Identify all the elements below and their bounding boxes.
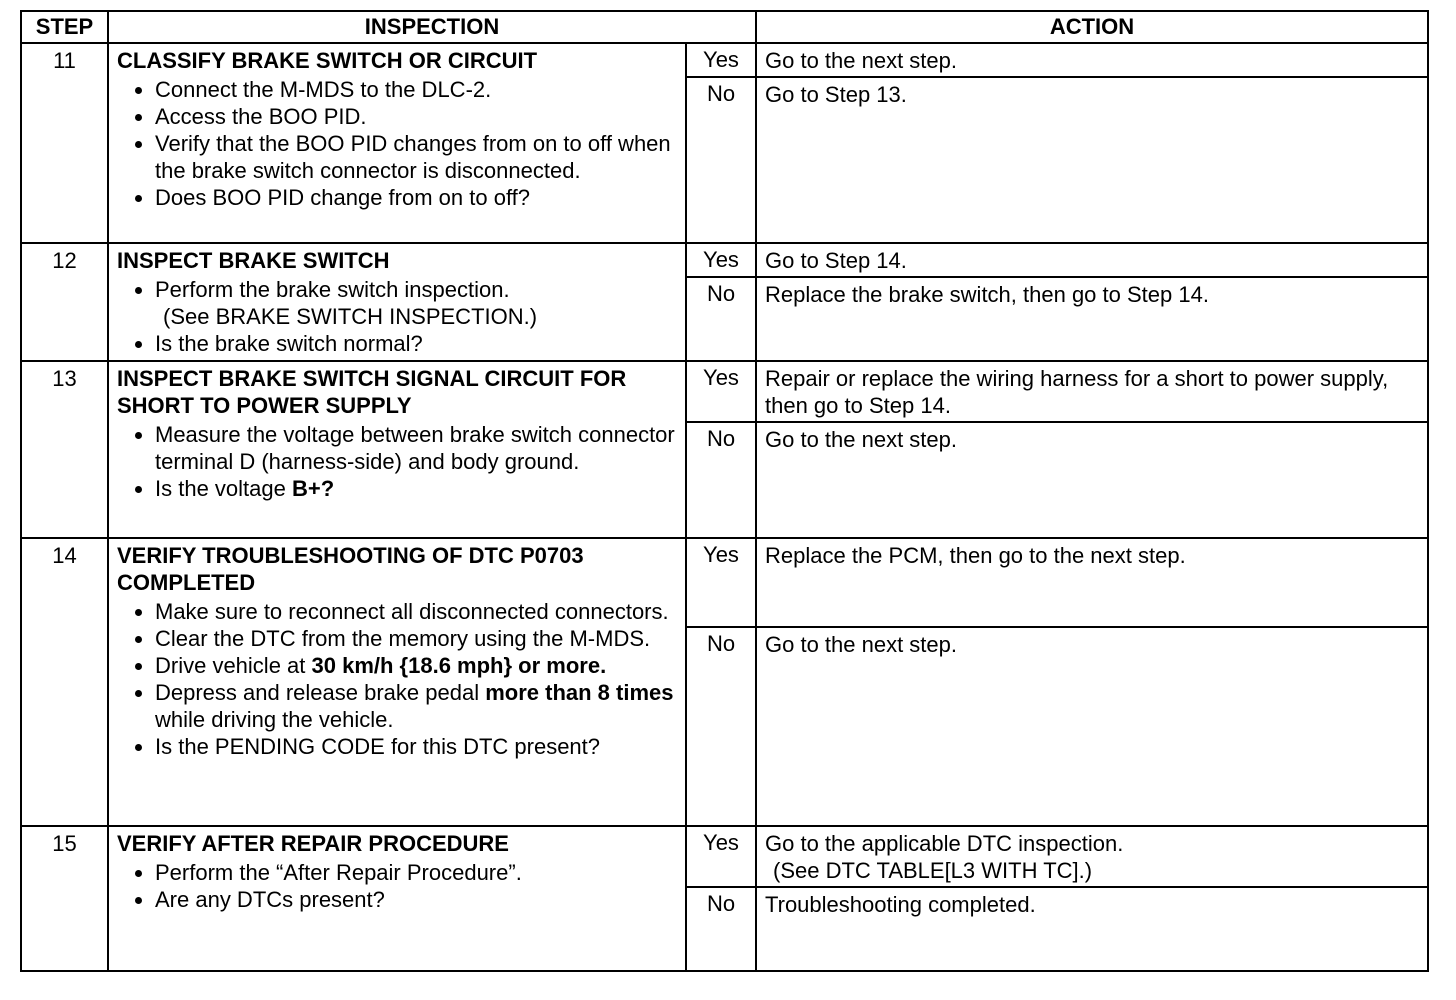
- step-row-yes: [21, 243, 1428, 277]
- inspection-list: [117, 276, 679, 357]
- inspection-cell: [108, 538, 686, 826]
- inspection-list: [117, 859, 679, 913]
- yes-label: Yes: [686, 826, 756, 887]
- yes-label: Yes: [686, 361, 756, 422]
- reference-note: (See BRAKE SWITCH INSPECTION.): [163, 304, 538, 329]
- no-action: Go to Step 13.: [756, 77, 1428, 243]
- yes-action: Go to the applicable DTC inspection.: [765, 831, 1124, 856]
- inspection-list: [117, 421, 679, 502]
- yes-label: Yes: [686, 538, 756, 627]
- list-item: • Perform the “After Repair Procedure”.: [155, 859, 679, 886]
- step-row-yes: [21, 43, 1428, 77]
- header-step: STEP: [21, 11, 108, 43]
- yes-action: Go to Step 14.: [756, 243, 1428, 277]
- step-row-yes: [21, 361, 1428, 422]
- no-label: No: [686, 77, 756, 243]
- reference-note: (See DTC TABLE[L3 WITH TC].): [773, 858, 1093, 883]
- no-label: No: [686, 627, 756, 826]
- list-item-text: Drive vehicle at: [155, 653, 312, 678]
- yes-action: Repair or replace the wiring harness for a short to power supply, then go to Step 14.: [756, 361, 1428, 422]
- diagnostic-table: [20, 10, 1429, 972]
- list-item: • Are any DTCs present?: [155, 886, 679, 913]
- list-item-text: Is the voltage: [155, 476, 292, 501]
- inspection-cell: [108, 43, 686, 243]
- list-item: • Measure the voltage between brake switch connector terminal D (harness-side) and body ground.: [155, 421, 679, 475]
- press-count: more than 8 times: [485, 680, 674, 705]
- list-item-text: Depress and release brake pedal: [155, 680, 486, 705]
- inspection-title: INSPECT BRAKE SWITCH: [117, 248, 390, 273]
- step-row-yes: [21, 538, 1428, 627]
- step-number: 15: [21, 826, 108, 971]
- step-number: 13: [21, 361, 108, 538]
- list-item: [155, 276, 679, 330]
- step-number: 11: [21, 43, 108, 243]
- step-number: 12: [21, 243, 108, 361]
- no-label: No: [686, 422, 756, 538]
- list-item: • Clear the DTC from the memory using the M-MDS.: [155, 625, 679, 652]
- list-item: • Make sure to reconnect all disconnected connectors.: [155, 598, 679, 625]
- yes-action-cell: [756, 826, 1428, 887]
- yes-label: Yes: [686, 243, 756, 277]
- inspection-title: VERIFY AFTER REPAIR PROCEDURE: [117, 831, 509, 856]
- inspection-cell: [108, 361, 686, 538]
- yes-action: Go to the next step.: [756, 43, 1428, 77]
- list-item: • Verify that the BOO PID changes from on to off when the brake switch connector is disconnected.: [155, 130, 679, 184]
- list-item: • Does BOO PID change from on to off?: [155, 184, 679, 211]
- header-row: [21, 11, 1428, 43]
- yes-label: Yes: [686, 43, 756, 77]
- list-item-text: Perform the brake switch inspection.: [155, 277, 510, 302]
- step-number: 14: [21, 538, 108, 826]
- voltage-value: B+?: [291, 476, 335, 501]
- inspection-cell: [108, 243, 686, 361]
- list-item: [155, 652, 679, 679]
- no-label: No: [686, 277, 756, 361]
- list-item: • Is the PENDING CODE for this DTC present?: [155, 733, 679, 760]
- inspection-cell: [108, 826, 686, 971]
- list-item-text: while driving the vehicle.: [155, 707, 394, 732]
- inspection-title: INSPECT BRAKE SWITCH SIGNAL CIRCUIT FOR SHORT TO POWER SUPPLY: [117, 366, 627, 418]
- no-action: Go to the next step.: [756, 422, 1428, 538]
- list-item: • Is the brake switch normal?: [155, 330, 679, 357]
- yes-action: Replace the PCM, then go to the next step.: [756, 538, 1428, 627]
- list-item: [155, 475, 679, 502]
- list-item: • Connect the M-MDS to the DLC-2.: [155, 76, 679, 103]
- inspection-title: CLASSIFY BRAKE SWITCH OR CIRCUIT: [117, 48, 538, 73]
- speed-value: 30 km/h {18.6 mph} or more.: [311, 653, 607, 678]
- inspection-list: [117, 598, 679, 760]
- no-action: Go to the next step.: [756, 627, 1428, 826]
- no-action: Replace the brake switch, then go to Step 14.: [756, 277, 1428, 361]
- step-row-yes: [21, 826, 1428, 887]
- header-action: ACTION: [756, 11, 1428, 43]
- no-label: No: [686, 887, 756, 971]
- no-action: Troubleshooting completed.: [756, 887, 1428, 971]
- list-item: [155, 679, 679, 733]
- header-inspection: INSPECTION: [108, 11, 756, 43]
- inspection-list: [117, 76, 679, 211]
- list-item: • Access the BOO PID.: [155, 103, 679, 130]
- inspection-title: VERIFY TROUBLESHOOTING OF DTC P0703 COMPLETED: [117, 543, 584, 595]
